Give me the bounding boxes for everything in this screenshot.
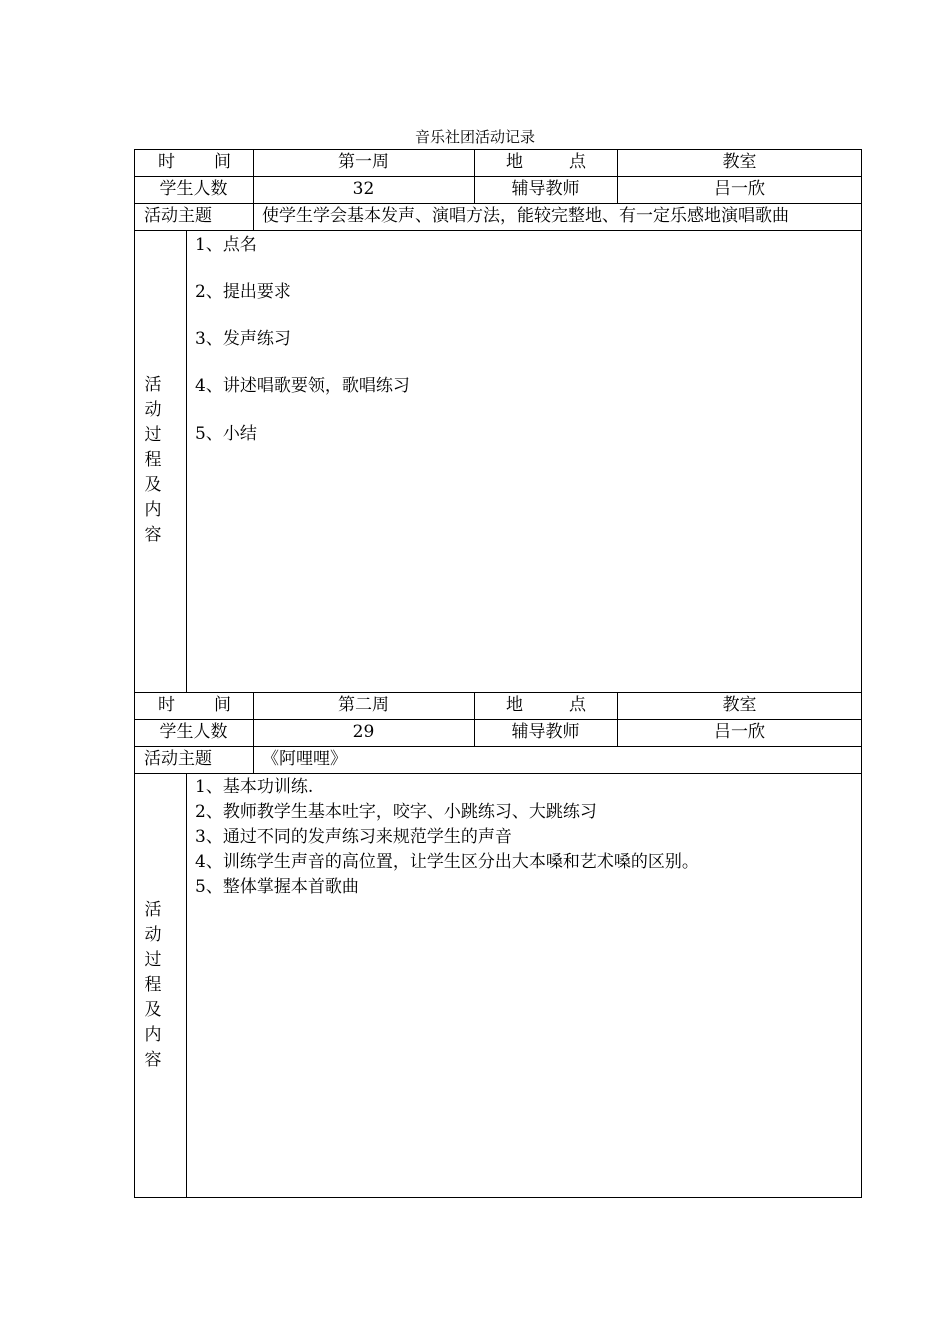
label-students: 学生人数 (159, 722, 228, 742)
list-item: 1、点名 (195, 235, 257, 255)
label-time: 时 间 (158, 152, 231, 172)
label-time: 时 间 (158, 695, 231, 715)
week-2: 第二周 (338, 695, 389, 715)
teacher-2: 吕一欣 (714, 722, 765, 742)
label-theme: 活动主题 (144, 749, 212, 769)
document-title: 音乐社团活动记录 (414, 128, 535, 146)
teacher-1: 吕一欣 (714, 179, 765, 199)
label-place: 地 点 (506, 152, 586, 172)
theme-1: 使学生学会基本发声、演唱方法，能较完整地、有一定乐感地演唱歌曲 (262, 206, 789, 226)
record-table (134, 149, 862, 1198)
list-item: 4、讲述唱歌要领，歌唱练习 (195, 376, 410, 396)
list-item: 2、教师教学生基本吐字，咬字、小跳练习、大跳练习 (195, 802, 597, 822)
list-item: 3、通过不同的发声练习来规范学生的声音 (195, 827, 512, 847)
theme-2: 《阿哩哩》 (262, 749, 347, 769)
list-item: 1、基本功训练. (195, 777, 314, 797)
count-2: 29 (352, 722, 375, 742)
label-place: 地 点 (506, 695, 586, 715)
place-2: 教室 (722, 695, 757, 715)
label-students: 学生人数 (159, 179, 228, 199)
label-process-1: 活 动 过 程 及 内 容 (144, 375, 162, 545)
label-process-2: 活 动 过 程 及 内 容 (144, 900, 162, 1070)
label-teacher: 辅导教师 (511, 722, 580, 742)
week-1: 第一周 (338, 152, 389, 172)
place-1: 教室 (722, 152, 757, 172)
list-item: 5、小结 (195, 424, 257, 444)
label-theme: 活动主题 (144, 206, 212, 226)
list-item: 2、提出要求 (195, 282, 291, 302)
list-item: 5、整体掌握本首歌曲 (195, 877, 359, 897)
label-teacher: 辅导教师 (511, 179, 580, 199)
list-item: 3、发声练习 (195, 329, 291, 349)
list-item: 4、训练学生声音的高位置，让学生区分出大本嗓和艺术嗓的区别。 (195, 852, 699, 872)
count-1: 32 (352, 179, 375, 199)
